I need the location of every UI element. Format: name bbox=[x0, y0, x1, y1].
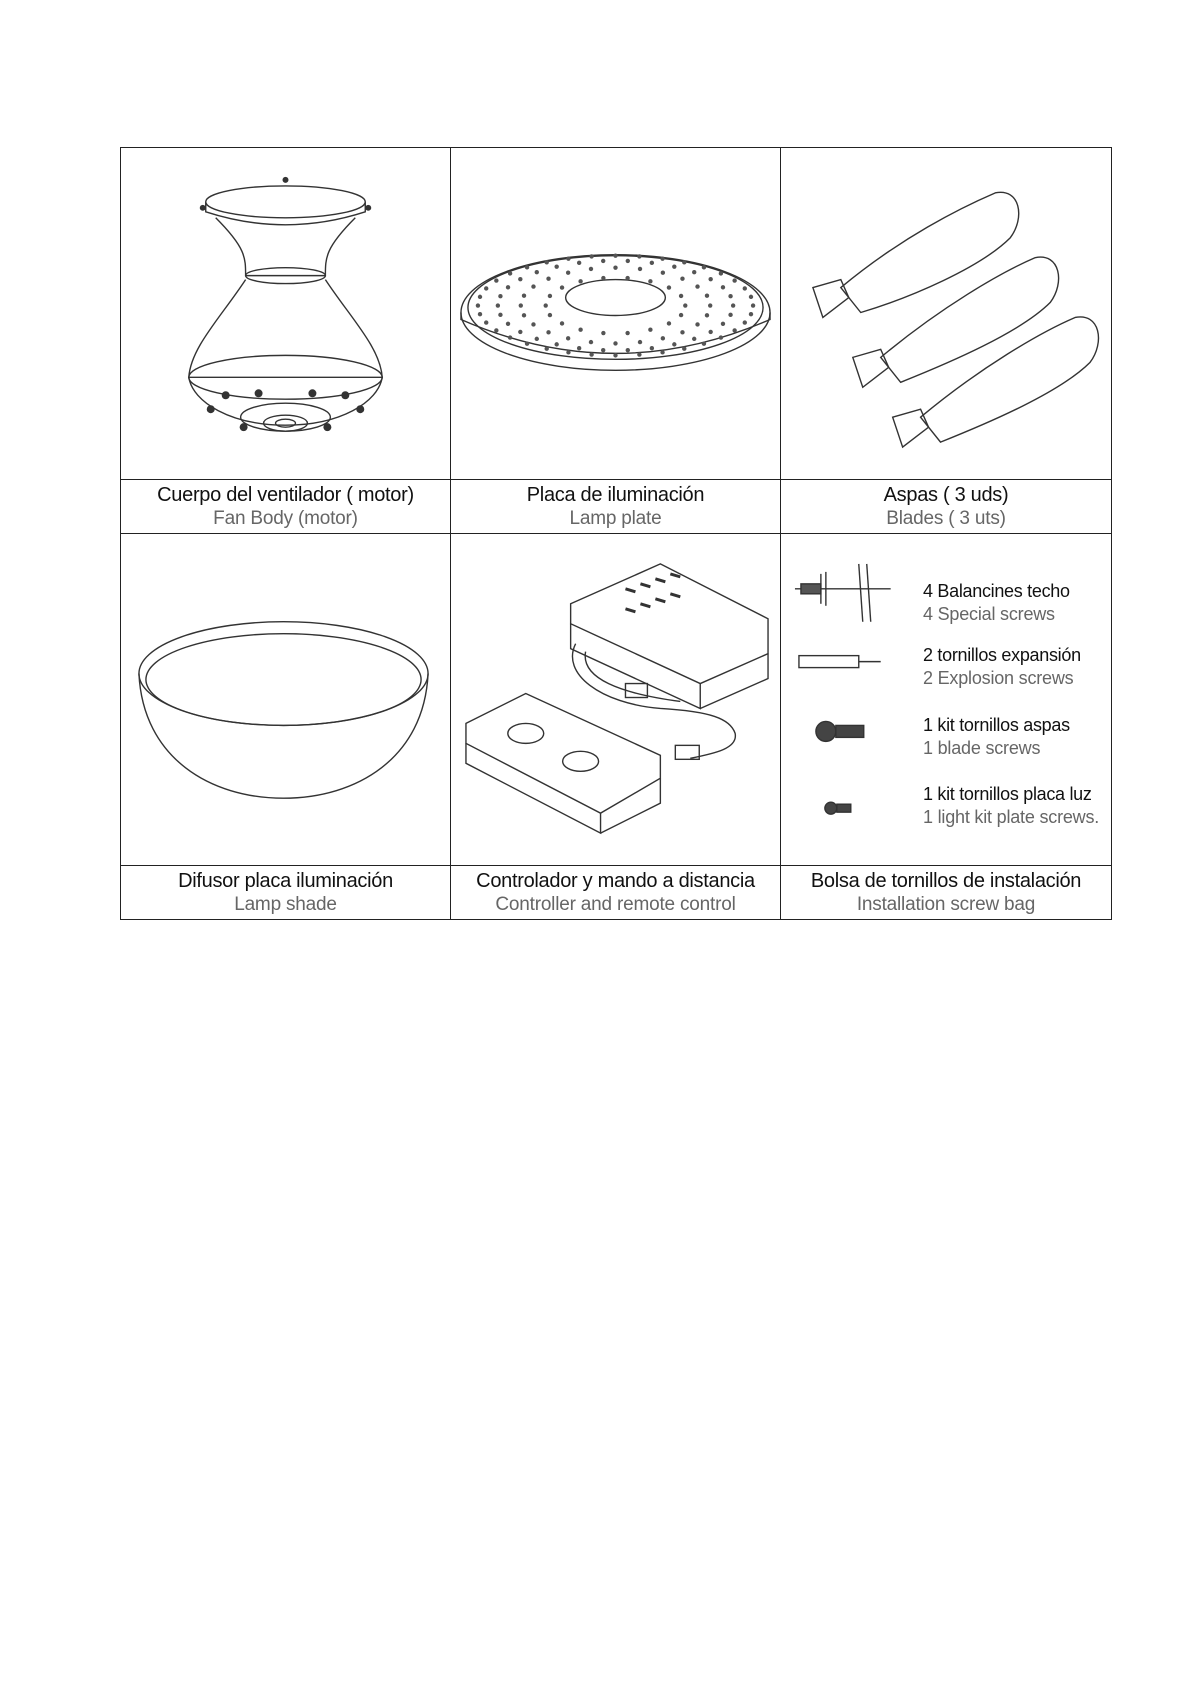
lamp-plate-caption bbox=[451, 480, 781, 534]
lamp-shade-caption bbox=[121, 866, 451, 919]
screw-bag-illustration bbox=[781, 534, 1111, 866]
led-dot bbox=[531, 284, 535, 288]
controller-illustration bbox=[451, 534, 781, 866]
led-dot bbox=[661, 271, 665, 275]
led-dot bbox=[589, 340, 593, 344]
led-dot bbox=[682, 260, 686, 264]
led-dot bbox=[708, 330, 712, 334]
led-dot bbox=[667, 321, 671, 325]
screw-special-en: 4 Special screws bbox=[923, 604, 1055, 624]
led-dot bbox=[566, 350, 570, 354]
led-dot bbox=[695, 322, 699, 326]
led-dot bbox=[682, 347, 686, 351]
led-dot bbox=[498, 313, 502, 317]
led-dot bbox=[613, 353, 617, 357]
led-dot bbox=[525, 265, 529, 269]
led-dot bbox=[751, 303, 755, 307]
led-dot bbox=[522, 294, 526, 298]
blades-drawing bbox=[781, 148, 1111, 479]
led-dot bbox=[544, 303, 548, 307]
screw-item-special bbox=[923, 580, 1070, 626]
led-dot bbox=[498, 294, 502, 298]
led-dot bbox=[589, 267, 593, 271]
led-dot bbox=[683, 303, 687, 307]
fan-body-name-en: Fan Body (motor) bbox=[213, 507, 358, 529]
led-dot bbox=[601, 331, 605, 335]
led-dot bbox=[728, 313, 732, 317]
led-dot bbox=[494, 328, 498, 332]
led-dot bbox=[705, 313, 709, 317]
lamp-plate-name-en: Lamp plate bbox=[569, 507, 662, 529]
screw-expansion-es: 2 tornillos expansión bbox=[923, 645, 1081, 665]
blades-illustration bbox=[781, 148, 1111, 480]
lamp-plate-name-es: Placa de iluminación bbox=[526, 483, 705, 506]
led-dot bbox=[518, 330, 522, 334]
fan-body-name-es: Cuerpo del ventilador ( motor) bbox=[157, 483, 414, 506]
led-dot bbox=[702, 342, 706, 346]
screw-item-expansion bbox=[923, 644, 1081, 690]
blades-name-es: Aspas ( 3 uds) bbox=[883, 483, 1009, 506]
screw-bag-caption bbox=[781, 866, 1111, 919]
led-dot bbox=[566, 271, 570, 275]
led-dot bbox=[672, 342, 676, 346]
led-dot bbox=[743, 286, 747, 290]
led-dot bbox=[626, 348, 630, 352]
led-dot bbox=[554, 264, 558, 268]
led-dot bbox=[680, 330, 684, 334]
led-dot bbox=[708, 303, 712, 307]
screw-blade-en: 1 blade screws bbox=[923, 738, 1041, 758]
led-dot bbox=[531, 322, 535, 326]
led-dot bbox=[506, 285, 510, 289]
led-dot bbox=[625, 331, 629, 335]
led-dot bbox=[613, 341, 617, 345]
lamp-shade-name-es: Difusor placa iluminación bbox=[178, 869, 393, 892]
led-dot bbox=[506, 322, 510, 326]
led-dot bbox=[692, 270, 696, 274]
screw-blade-es: 1 kit tornillos aspas bbox=[923, 715, 1070, 735]
led-dot bbox=[679, 313, 683, 317]
led-dot bbox=[672, 264, 676, 268]
led-dot bbox=[708, 277, 712, 281]
screw-item-light-kit bbox=[923, 783, 1099, 829]
led-dot bbox=[732, 328, 736, 332]
led-dot bbox=[546, 277, 550, 281]
screw-light-kit-en: 1 light kit plate screws. bbox=[923, 807, 1100, 827]
led-dot bbox=[637, 352, 641, 356]
led-dot bbox=[478, 312, 482, 316]
screw-item-blade bbox=[923, 714, 1070, 760]
led-dot bbox=[648, 328, 652, 332]
led-dot bbox=[638, 340, 642, 344]
led-dot bbox=[702, 265, 706, 269]
led-dot bbox=[519, 303, 523, 307]
led-dot bbox=[601, 276, 605, 280]
led-dot bbox=[577, 346, 581, 350]
led-dot bbox=[749, 312, 753, 316]
led-dot bbox=[661, 336, 665, 340]
parts-table bbox=[120, 147, 1112, 920]
led-dot bbox=[518, 277, 522, 281]
controller-name-es: Controlador y mando a distancia bbox=[476, 869, 755, 892]
led-dot bbox=[548, 294, 552, 298]
blades-caption bbox=[781, 480, 1111, 534]
led-dot bbox=[554, 342, 558, 346]
lamp-shade-drawing bbox=[121, 534, 450, 865]
screw-bag-name-en: Installation screw bag bbox=[856, 893, 1036, 915]
led-dot bbox=[660, 256, 664, 260]
screw-list bbox=[781, 534, 1111, 865]
led-dot bbox=[728, 294, 732, 298]
led-dot bbox=[626, 259, 630, 263]
led-dot bbox=[578, 279, 582, 283]
screw-special-es: 4 Balancines techo bbox=[923, 581, 1070, 601]
led-dot bbox=[577, 261, 581, 265]
led-dot bbox=[546, 330, 550, 334]
led-dot bbox=[548, 313, 552, 317]
led-dot bbox=[638, 267, 642, 271]
fan-body-caption bbox=[121, 480, 451, 534]
led-dot bbox=[508, 271, 512, 275]
led-dot bbox=[566, 336, 570, 340]
led-dot bbox=[719, 271, 723, 275]
led-dot bbox=[478, 295, 482, 299]
led-dot bbox=[705, 294, 709, 298]
led-dot bbox=[476, 303, 480, 307]
led-dot bbox=[679, 294, 683, 298]
fan-body-illustration bbox=[121, 148, 451, 480]
led-dot bbox=[484, 320, 488, 324]
led-dot bbox=[545, 260, 549, 264]
led-dot bbox=[613, 253, 617, 257]
led-dot bbox=[650, 261, 654, 265]
lamp-shade-illustration bbox=[121, 534, 451, 866]
controller-caption bbox=[451, 866, 781, 919]
led-dot bbox=[721, 285, 725, 289]
led-dot bbox=[749, 295, 753, 299]
led-dot bbox=[731, 303, 735, 307]
led-dot bbox=[522, 313, 526, 317]
controller-name-en: Controller and remote control bbox=[495, 893, 736, 915]
led-dot bbox=[680, 277, 684, 281]
led-dot bbox=[732, 278, 736, 282]
led-dot bbox=[578, 328, 582, 332]
led-dot bbox=[637, 254, 641, 258]
led-dot bbox=[560, 285, 564, 289]
led-dot bbox=[545, 347, 549, 351]
led-dot bbox=[648, 279, 652, 283]
led-dot bbox=[625, 276, 629, 280]
led-dot bbox=[525, 342, 529, 346]
led-dot bbox=[484, 286, 488, 290]
led-dot bbox=[721, 322, 725, 326]
led-dot bbox=[589, 352, 593, 356]
led-dot bbox=[496, 303, 500, 307]
blades-name-en: Blades ( 3 uts) bbox=[886, 507, 1006, 529]
led-dot bbox=[613, 265, 617, 269]
led-dot bbox=[535, 270, 539, 274]
led-dot bbox=[494, 278, 498, 282]
led-dot bbox=[667, 285, 671, 289]
led-dot bbox=[601, 348, 605, 352]
screw-expansion-en: 2 Explosion screws bbox=[923, 668, 1074, 688]
lamp-plate-drawing bbox=[451, 148, 780, 479]
led-dot bbox=[692, 337, 696, 341]
led-dot bbox=[535, 337, 539, 341]
led-dot bbox=[743, 320, 747, 324]
led-dot bbox=[589, 254, 593, 258]
fan-body-drawing bbox=[121, 148, 450, 479]
led-dot bbox=[650, 346, 654, 350]
lamp-plate-illustration bbox=[451, 148, 781, 480]
screw-bag-name-es: Bolsa de tornillos de instalación bbox=[810, 869, 1082, 892]
led-dot bbox=[566, 256, 570, 260]
led-dot bbox=[601, 259, 605, 263]
lamp-shade-name-en: Lamp shade bbox=[234, 893, 337, 915]
controller-drawing bbox=[451, 534, 780, 865]
led-dot bbox=[508, 335, 512, 339]
screw-light-kit-es: 1 kit tornillos placa luz bbox=[923, 784, 1092, 804]
led-dot bbox=[719, 335, 723, 339]
led-dot bbox=[560, 321, 564, 325]
led-dot bbox=[695, 284, 699, 288]
led-dot bbox=[660, 350, 664, 354]
